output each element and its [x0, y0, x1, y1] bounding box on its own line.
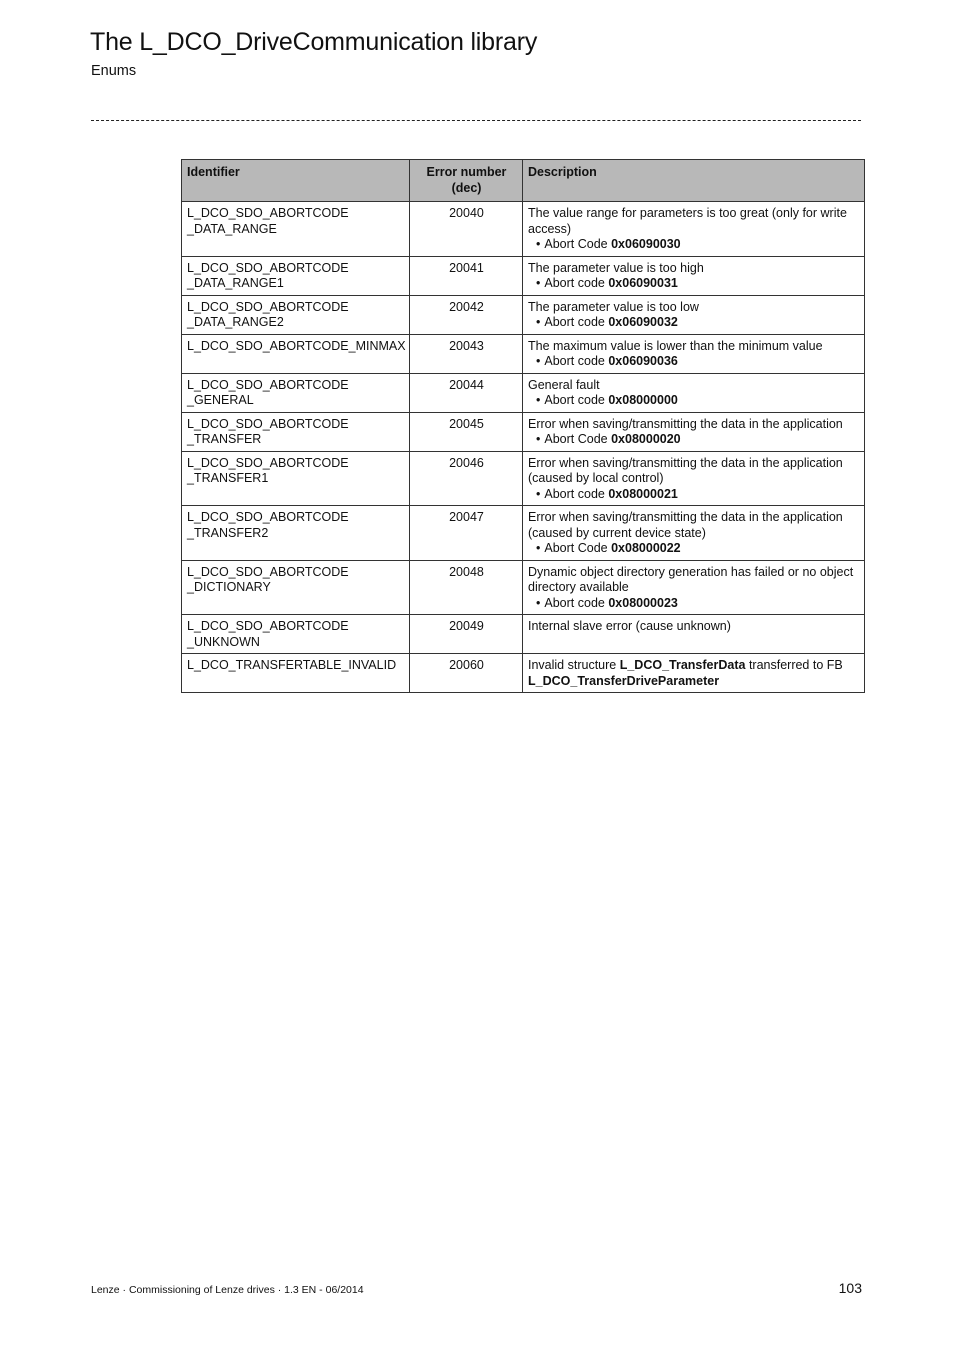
description-bold-struct: L_DCO_TransferData [619, 658, 746, 672]
description-text: Error when saving/transmitting the data in the application (caused by local control) [528, 455, 843, 485]
abort-code-value: 0x06090031 [608, 276, 678, 290]
bullet-icon: • [536, 541, 541, 555]
table-row [182, 202, 865, 257]
page-title: The L_DCO_DriveCommunication library [90, 28, 538, 56]
row-identifier: L_DCO_SDO_ABORTCODE _DATA_RANGE [182, 202, 410, 257]
description-text-continued: transferred to FB [745, 658, 843, 672]
abort-code-value: 0x06090030 [611, 237, 681, 251]
table-row [182, 373, 865, 412]
description-text: Invalid structure [528, 658, 620, 672]
bullet-icon: • [536, 432, 541, 446]
table-row [182, 451, 865, 506]
row-error-number: 20047 [410, 506, 523, 561]
abort-code-item [528, 315, 860, 331]
bullet-icon: • [536, 595, 541, 610]
row-description [523, 202, 865, 257]
bullet-icon: • [536, 393, 541, 407]
row-error-number: 20043 [410, 334, 523, 373]
footer-document-info: Lenze · Commissioning of Lenze drives · 1.3 EN - 06/2014 [91, 1284, 364, 1296]
abort-code-prefix: Abort Code [544, 432, 608, 446]
description-text: Dynamic object directory generation has failed or no object directory available [528, 564, 854, 594]
row-identifier: L_DCO_SDO_ABORTCODE _GENERAL [182, 373, 410, 412]
abort-code-value: 0x08000020 [611, 432, 681, 446]
table-header-row [182, 160, 865, 202]
abort-code-prefix: Abort Code [544, 541, 608, 555]
abort-code-prefix: Abort code [544, 393, 605, 407]
page-number: 103 [838, 1280, 862, 1296]
abort-code-value: 0x06090036 [608, 354, 678, 368]
abort-code-item [528, 487, 860, 503]
bullet-icon: • [536, 486, 541, 501]
row-identifier: L_DCO_SDO_ABORTCODE _TRANSFER [182, 412, 410, 451]
description-bold-fb: L_DCO_TransferDriveParameter [528, 673, 720, 688]
header-description: Description [523, 160, 865, 202]
row-error-number: 20060 [410, 654, 523, 693]
description-text: The maximum value is lower than the minimum value [528, 338, 823, 353]
table-row [182, 334, 865, 373]
bullet-icon: • [536, 276, 541, 290]
dashed-divider [91, 120, 861, 121]
table-row [182, 412, 865, 451]
table-row [182, 615, 865, 654]
bullet-icon: • [536, 237, 541, 251]
abort-code-prefix: Abort code [544, 315, 605, 329]
row-identifier: L_DCO_SDO_ABORTCODE _DATA_RANGE2 [182, 295, 410, 334]
abort-code-prefix: Abort Code [544, 237, 608, 251]
abort-code-value: 0x08000023 [608, 595, 678, 610]
header-error-number: Error number (dec) [410, 160, 523, 202]
description-text: The parameter value is too low [528, 299, 699, 314]
row-error-number: 20042 [410, 295, 523, 334]
row-description [523, 256, 865, 295]
description-text: General fault [528, 377, 600, 392]
row-description [523, 560, 865, 615]
table-row [182, 295, 865, 334]
row-description [523, 654, 865, 693]
row-error-number: 20045 [410, 412, 523, 451]
row-description [523, 615, 865, 654]
abort-code-value: 0x08000022 [611, 541, 681, 555]
abort-code-value: 0x08000021 [608, 486, 678, 501]
row-error-number: 20040 [410, 202, 523, 257]
table-row [182, 506, 865, 561]
abort-code-item [528, 393, 860, 409]
table-row [182, 654, 865, 693]
abort-code-item [528, 541, 860, 557]
abort-code-item [528, 237, 860, 253]
abort-code-item [528, 432, 860, 448]
abort-code-item [528, 276, 860, 292]
abort-code-prefix: Abort code [544, 595, 605, 610]
abort-code-item [528, 354, 860, 370]
description-text: Internal slave error (cause unknown) [528, 619, 731, 633]
abort-code-prefix: Abort code [544, 486, 605, 501]
abort-code-prefix: Abort code [544, 354, 605, 368]
abort-code-item [528, 596, 860, 612]
bullet-icon: • [536, 315, 541, 329]
row-description [523, 373, 865, 412]
page-subtitle: Enums [91, 63, 137, 79]
description-text: Error when saving/transmitting the data in the application (caused by current device state) [528, 510, 843, 540]
abort-code-prefix: Abort code [544, 276, 605, 290]
table-row [182, 256, 865, 295]
abort-code-value: 0x06090032 [608, 315, 678, 329]
row-identifier: L_DCO_SDO_ABORTCODE _DICTIONARY [182, 560, 410, 615]
row-description [523, 295, 865, 334]
row-identifier: L_DCO_SDO_ABORTCODE _UNKNOWN [182, 615, 410, 654]
abort-code-value: 0x08000000 [608, 393, 678, 407]
row-description [523, 412, 865, 451]
row-error-number: 20046 [410, 451, 523, 506]
header-identifier: Identifier [182, 160, 410, 202]
error-table [181, 159, 865, 693]
row-description [523, 334, 865, 373]
bullet-icon: • [536, 354, 541, 368]
row-identifier: L_DCO_SDO_ABORTCODE _TRANSFER1 [182, 451, 410, 506]
row-identifier: L_DCO_TRANSFERTABLE_INVALID [182, 654, 410, 693]
row-error-number: 20041 [410, 256, 523, 295]
row-error-number: 20049 [410, 615, 523, 654]
description-text: The value range for parameters is too great (only for write access) [528, 206, 847, 236]
row-identifier: L_DCO_SDO_ABORTCODE _DATA_RANGE1 [182, 256, 410, 295]
row-error-number: 20044 [410, 373, 523, 412]
row-description [523, 451, 865, 506]
row-description [523, 506, 865, 561]
row-identifier: L_DCO_SDO_ABORTCODE _TRANSFER2 [182, 506, 410, 561]
row-error-number: 20048 [410, 560, 523, 615]
description-text: The parameter value is too high [528, 260, 704, 275]
description-text: Error when saving/transmitting the data in the application [528, 416, 843, 431]
table-row [182, 560, 865, 615]
row-identifier: L_DCO_SDO_ABORTCODE_MINMAX [182, 334, 410, 373]
